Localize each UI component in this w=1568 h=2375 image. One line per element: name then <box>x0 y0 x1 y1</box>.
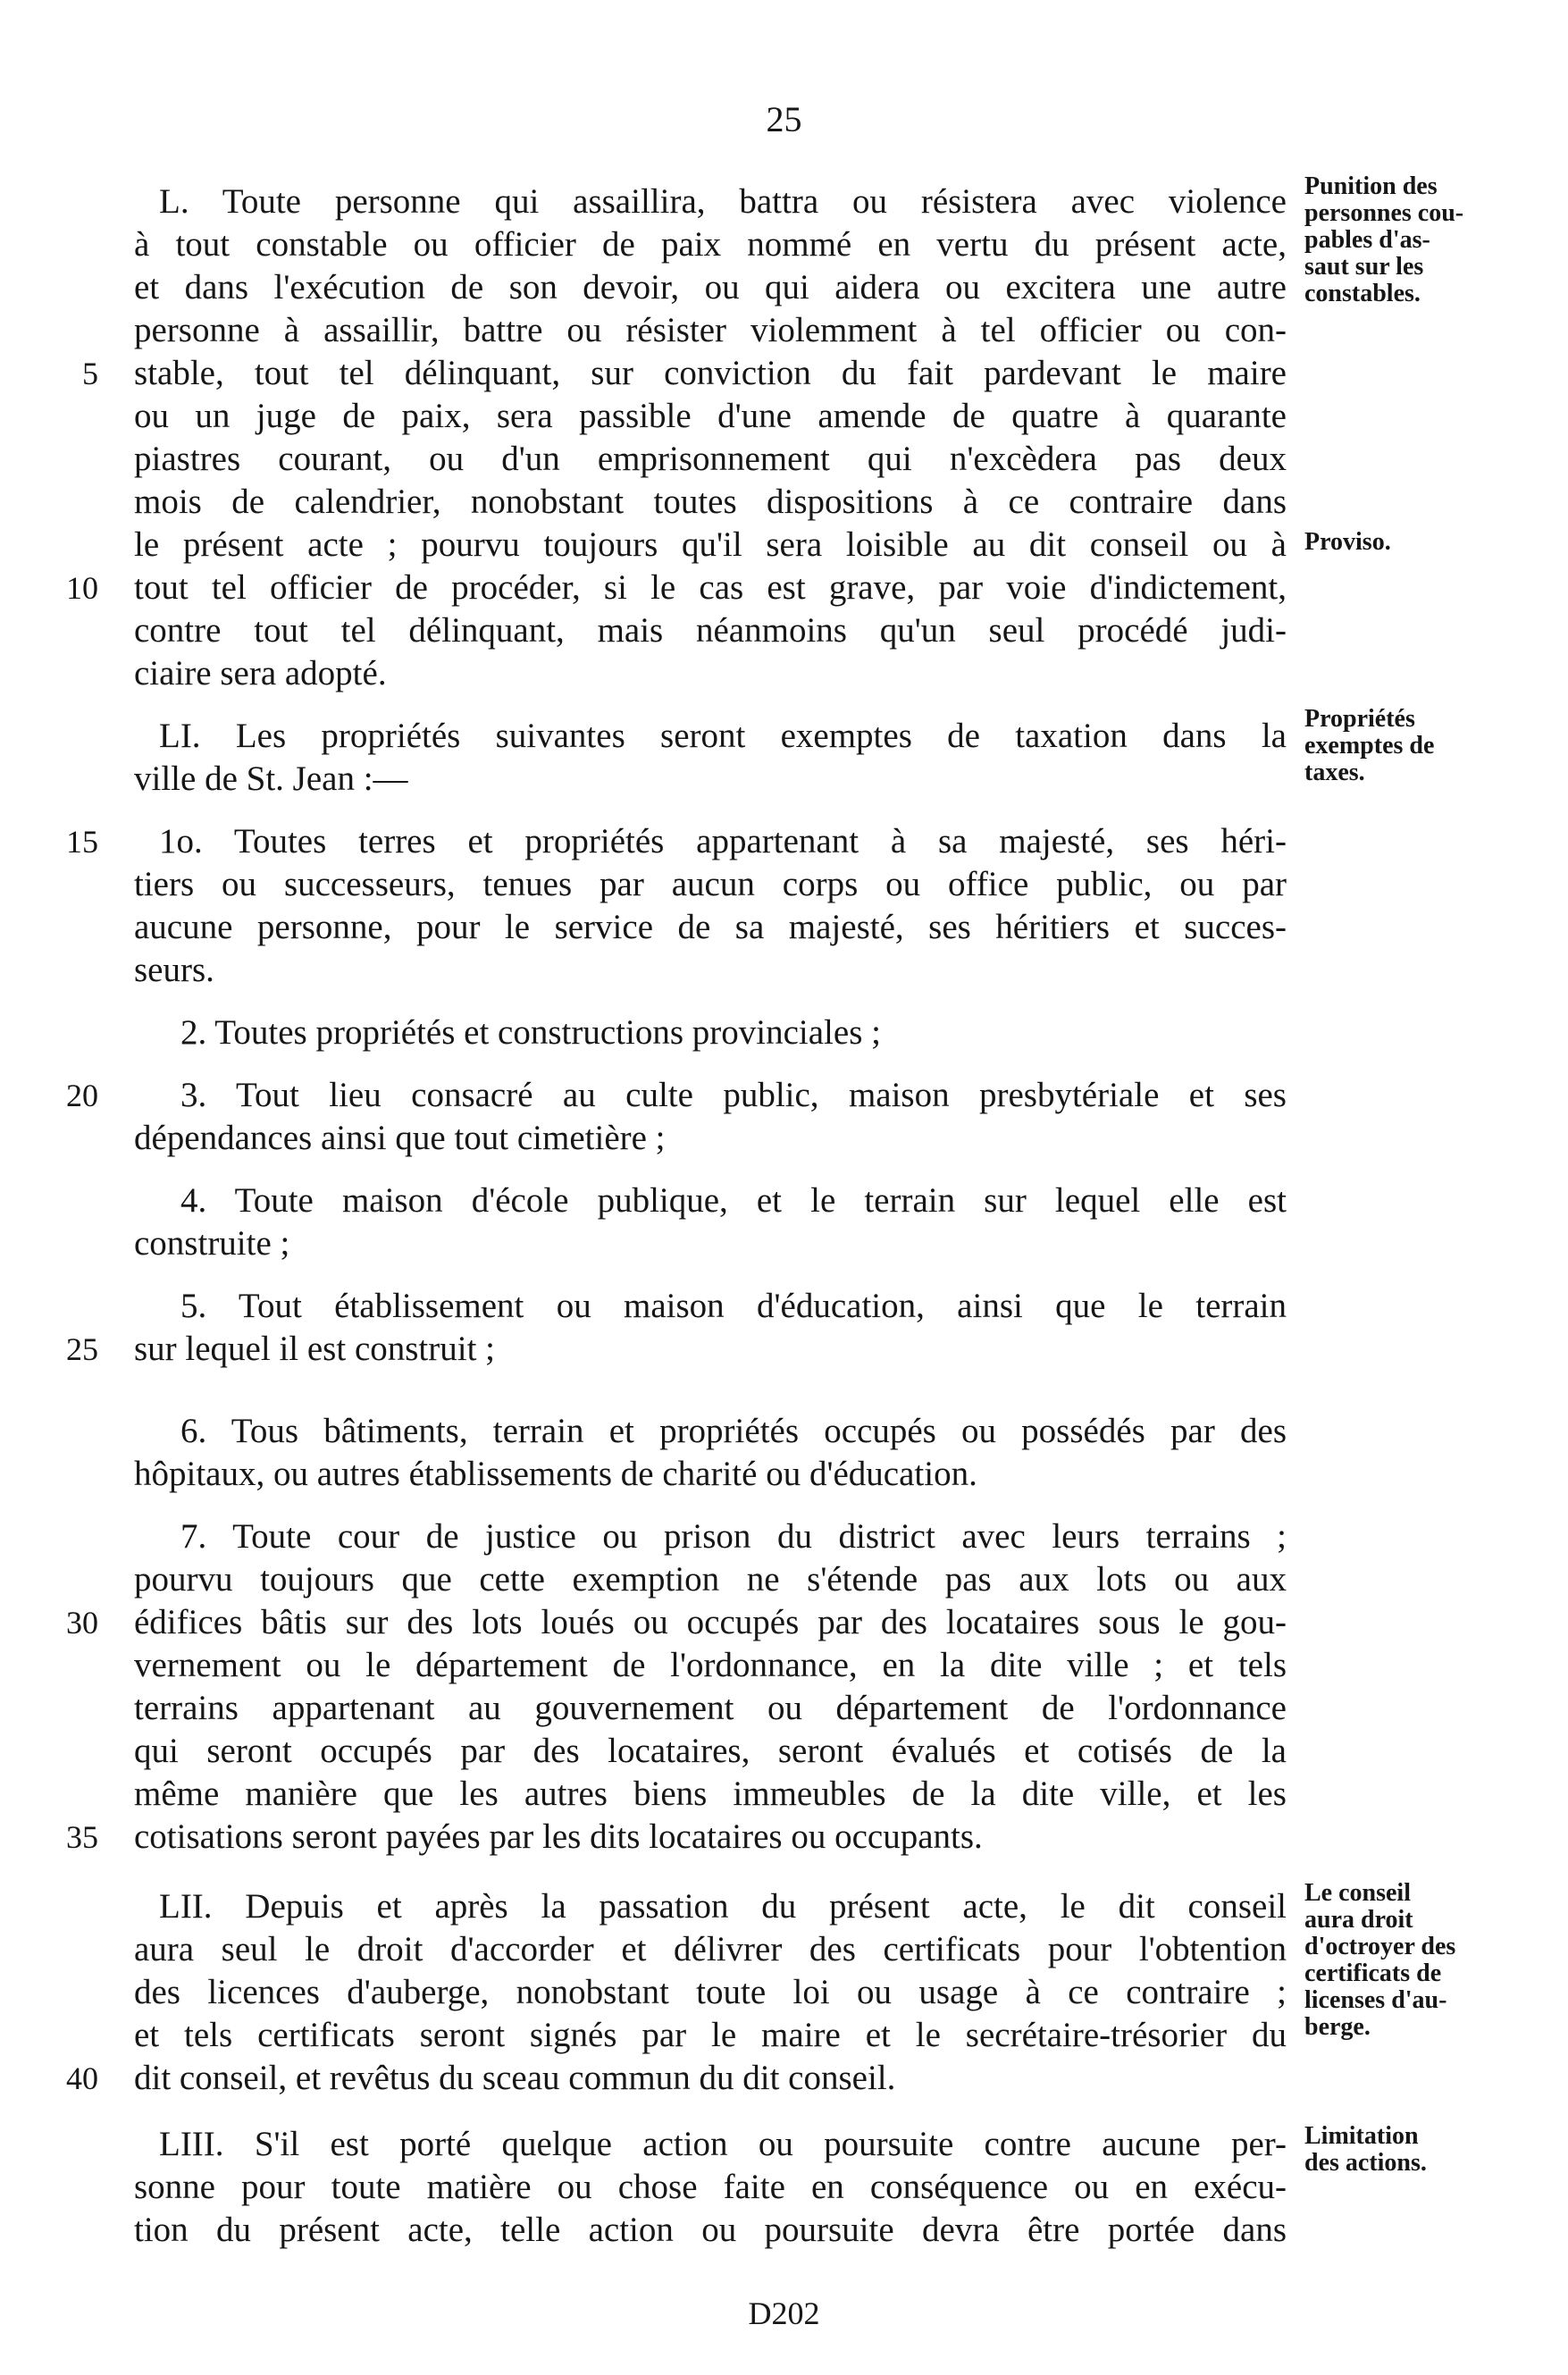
text-line: même manière que les autres biens immeubles de la dite ville, et les <box>134 1775 1287 1813</box>
text-line: ville de St. Jean :— <box>134 759 408 798</box>
text-line: piastres courant, ou d'un emprisonnement qui n'excèdera pas deux <box>134 440 1287 478</box>
text-line: cotisations seront payées par les dits locataires ou occupants. <box>134 1817 983 1856</box>
text-line: sur lequel il est construit ; <box>134 1330 496 1368</box>
page-number: 25 <box>766 99 802 139</box>
text-line: 6. Tous bâtiments, terrain et propriétés occupés ou possédés par des <box>180 1412 1287 1450</box>
text-line: tion du présent acte, telle action ou poursuite devra être portée dans <box>134 2211 1287 2249</box>
line-number: 35 <box>66 1819 98 1855</box>
text-line: sonne pour toute matière ou chose faite en conséquence ou en exécu- <box>134 2168 1287 2206</box>
text-line: et tels certificats seront signés par le maire et le secrétaire-trésorier du <box>134 2016 1287 2054</box>
text-line: 3. Tout lieu consacré au culte public, maison presbytériale et ses <box>180 1076 1287 1114</box>
text-line: L. Toute personne qui assaillira, battra ou résistera avec violence <box>159 182 1287 221</box>
text-line: tiers ou successeurs, tenues par aucun corps ou office public, ou par <box>134 865 1287 903</box>
line-number: 5 <box>82 356 98 391</box>
text-line: ou un juge de paix, sera passible d'une amende de quatre à quarante <box>134 397 1287 435</box>
text-line: LI. Les propriétés suivantes seront exemptes de taxation dans la <box>159 717 1287 755</box>
line-number: 25 <box>66 1331 98 1367</box>
text-line: des licences d'auberge, nonobstant toute loi ou usage à ce contraire ; <box>134 1973 1287 2011</box>
text-line: 2. Toutes propriétés et constructions provinciales ; <box>180 1013 881 1052</box>
text-line: le présent acte ; pourvu toujours qu'il sera loisible au dit conseil ou à <box>134 525 1287 564</box>
text-line: terrains appartenant au gouvernement ou département de l'ordonnance <box>134 1689 1287 1727</box>
text-line: aucune personne, pour le service de sa majesté, ses héritiers et succes- <box>134 908 1287 946</box>
text-line: stable, tout tel délinquant, sur conviction du fait pardevant le maire <box>134 354 1287 392</box>
margin-note: Proviso. <box>1304 528 1391 556</box>
line-number: 30 <box>66 1605 98 1641</box>
text-line: construite ; <box>134 1224 290 1263</box>
text-line: aura seul le droit d'accorder et délivrer des certificats pour l'obtention <box>134 1930 1287 1968</box>
text-line: édifices bâtis sur des lots loués ou occupés par des locataires sous le gou- <box>134 1603 1287 1641</box>
text-line: dit conseil, et revêtus du sceau commun du dit conseil. <box>134 2059 896 2097</box>
text-line: 5. Tout établissement ou maison d'éducation, ainsi que le terrain <box>180 1287 1287 1325</box>
text-line: 7. Toute cour de justice ou prison du district avec leurs terrains ; <box>180 1517 1287 1556</box>
margin-note: Limitation des actions. <box>1304 2122 1427 2177</box>
margin-note: Punition des personnes cou- pables d'as- saut sur les constables. <box>1304 172 1464 307</box>
text-line: seurs. <box>134 951 214 989</box>
text-line: à tout constable ou officier de paix nommé en vertu du présent acte, <box>134 225 1287 264</box>
margin-note: Propriétés exemptes de taxes. <box>1304 705 1435 786</box>
text-line: LIII. S'il est porté quelque action ou poursuite contre aucune per- <box>159 2125 1287 2163</box>
margin-note: Le conseil aura droit d'octroyer des certificats de licenses d'au- berge. <box>1304 1879 1456 2041</box>
text-line: vernement ou le département de l'ordonnance, en la dite ville ; et tels <box>134 1646 1287 1684</box>
text-line: mois de calendrier, nonobstant toutes dispositions à ce contraire dans <box>134 483 1287 521</box>
text-line: dépendances ainsi que tout cimetière ; <box>134 1119 666 1157</box>
text-line: qui seront occupés par des locataires, seront évalués et cotisés de la <box>134 1732 1287 1770</box>
text-line: 4. Toute maison d'école publique, et le terrain sur lequel elle est <box>180 1181 1287 1220</box>
text-line: 1o. Toutes terres et propriétés appartenant à sa majesté, ses héri- <box>159 822 1287 860</box>
line-number: 20 <box>66 1078 98 1113</box>
text-line: tout tel officier de procéder, si le cas est grave, par voie d'indictement, <box>134 568 1287 607</box>
text-line: ciaire sera adopté. <box>134 654 387 692</box>
text-line: hôpitaux, ou autres établissements de charité ou d'éducation. <box>134 1455 977 1493</box>
text-line: personne à assaillir, battre ou résister violemment à tel officier ou con- <box>134 311 1287 349</box>
line-number: 40 <box>66 2060 98 2096</box>
text-line: contre tout tel délinquant, mais néanmoins qu'un seul procédé judi- <box>134 611 1287 650</box>
line-number: 15 <box>66 824 98 860</box>
text-line: LII. Depuis et après la passation du présent acte, le dit conseil <box>159 1887 1287 1926</box>
text-line: et dans l'exécution de son devoir, ou qui aidera ou excitera une autre <box>134 268 1287 306</box>
line-number: 10 <box>66 570 98 606</box>
signature-mark: D202 <box>748 2295 820 2331</box>
text-line: pourvu toujours que cette exemption ne s'étende pas aux lots ou aux <box>134 1560 1287 1599</box>
